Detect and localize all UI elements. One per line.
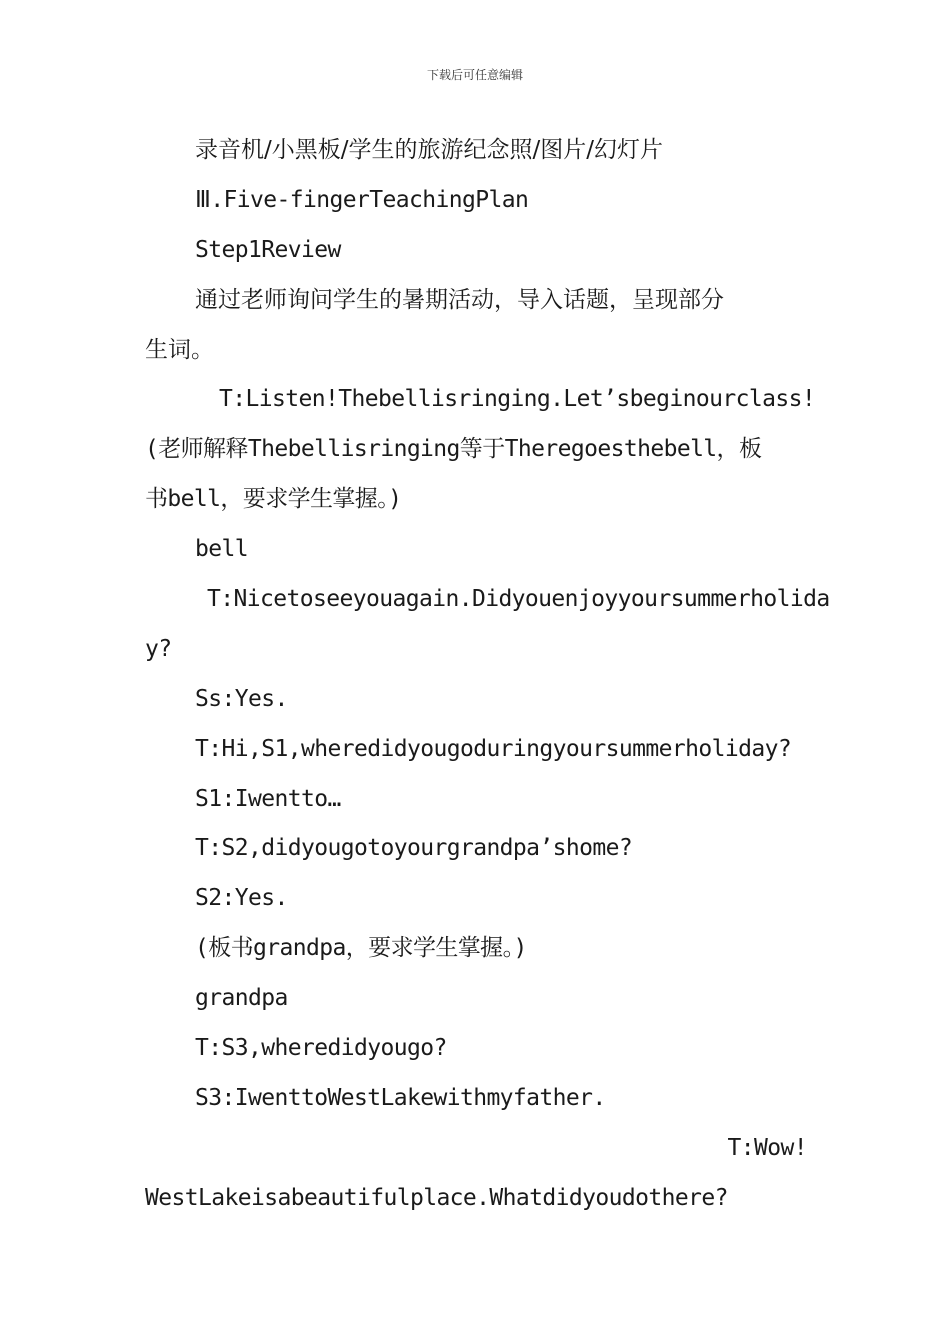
paragraph-line: (老师解释Thebellisringing等于Theregoesthebell，板 [145,436,762,463]
dialogue-line: T:Wow! [727,1134,807,1161]
dialogue-line: T:S2,didyougotoyourgrandpa’shome? [195,835,633,862]
document-body [145,126,830,1224]
dialogue-line: WestLakeisabeautifulplace.Whatdidyoudothere? [145,1184,728,1211]
dialogue-line: S2:Yes. [195,885,288,912]
dialogue-line: Ss:Yes. [195,685,288,712]
paragraph-line: 通过老师询问学生的暑期活动，导入话题，呈现部分 [195,286,724,313]
dialogue-line: T:Listen!Thebellisringing.Let’sbeginourclass! [219,386,816,413]
dialogue-line: T:Hi,S1,wheredidyougoduringyoursummerholiday? [195,735,792,762]
vocabulary-word: bell [195,536,248,563]
section-heading: Ⅲ.Five-fingerTeachingPlan [195,186,529,213]
paragraph-line: 书bell，要求学生掌握。) [145,486,402,513]
paragraph-line: 生词。 [145,336,214,363]
step-heading: Step1Review [195,236,341,263]
dialogue-line: S3:IwenttoWestLakewithmyfather. [195,1084,606,1111]
dialogue-line: S1:Iwentto… [195,785,341,812]
dialogue-line: y? [145,635,172,662]
dialogue-line: T:S3,wheredidyougo? [195,1035,447,1062]
paragraph-line: (板书grandpa，要求学生掌握。) [195,935,527,962]
vocabulary-word: grandpa [195,985,288,1012]
page-header: 下载后可任意编辑 [426,68,523,82]
dialogue-line: T:Nicetoseeyouagain.Didyouenjoyyoursummerholida [207,586,830,613]
materials-line: 录音机/小黑板/学生的旅游纪念照/图片/幻灯片 [195,137,663,163]
